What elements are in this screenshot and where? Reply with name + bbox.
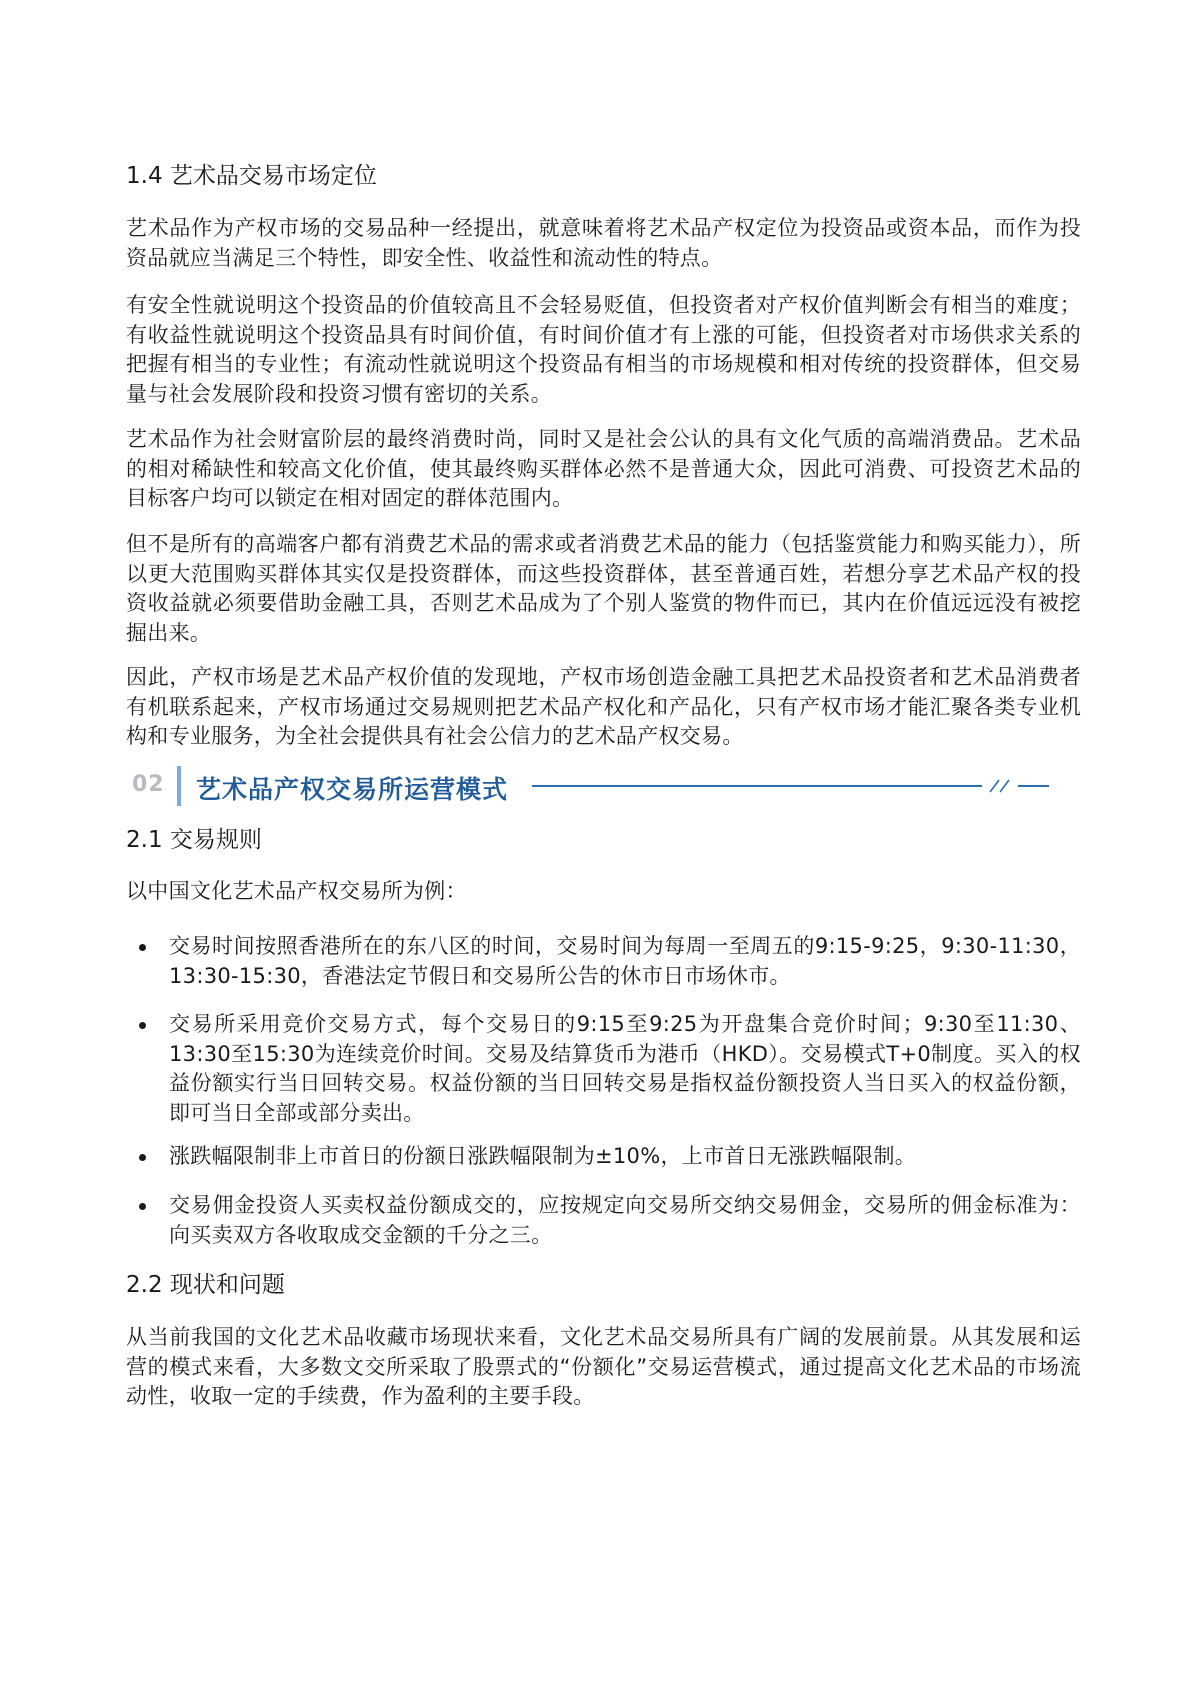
list-item-text: 涨跌幅限制非上市首日的份额日涨跌幅限制为±10%，上市首日无涨跌幅限制。 <box>169 1144 917 1168</box>
section-heading-2-2: 2.2 现状和问题 <box>126 1272 285 1298</box>
paragraph: 从当前我国的文化艺术品收藏市场现状来看，文化艺术品交易所具有广阔的发展前景。从其发展和运营的模式来看，大多数文交所采取了股票式的“份额化”交易运营模式，通过提高文化艺术品的市场流动性，收取一定的手续费，作为盈利的主要手段。 <box>126 1325 1081 1408</box>
section-banner <box>126 766 1081 806</box>
paragraph: 艺术品作为社会财富阶层的最终消费时尚，同时又是社会公认的具有文化气质的高端消费品。艺术品的相对稀缺性和较高文化价值，使其最终购买群体必然不是普通大众，因此可消费、可投资艺术品的目标客户均可以锁定在相对固定的群体范围内。 <box>126 427 1081 510</box>
paragraph: 有安全性就说明这个投资品的价值较高且不会轻易贬值，但投资者对产权价值判断会有相当的难度；有收益性就说明这个投资品具有时间价值，有时间价值才有上涨的可能，但投资者对市场供求关系的把握有相当的专业性；有流动性就说明这个投资品有相当的市场规模和相对传统的投资群体，但交易量与社会发展阶段和投资习惯有密切的关系。 <box>126 293 1081 406</box>
bullet-icon <box>139 1203 146 1210</box>
section-divider-line <box>532 785 982 787</box>
intro-text: 以中国文化艺术品产权交易所为例： <box>126 879 467 903</box>
section-title: 艺术品产权交易所运营模式 <box>196 775 509 804</box>
section-number: 02 <box>132 772 165 797</box>
section-heading-1-4: 1.4 艺术品交易市场定位 <box>126 163 377 189</box>
double-slash-icon <box>986 774 1016 798</box>
list-item-text: 交易时间按照香港所在的东八区的时间，交易时间为每周一至周五的9:15-9:25，9:30-11:30，13:30-15:30，香港法定节假日和交易所公告的休市日市场休市。 <box>169 934 1081 988</box>
paragraph: 艺术品作为产权市场的交易品种一经提出，就意味着将艺术品产权定位为投资品或资本品，而作为投资品就应当满足三个特性，即安全性、收益性和流动性的特点。 <box>126 216 1081 270</box>
paragraph: 因此，产权市场是艺术品产权价值的发现地，产权市场创造金融工具把艺术品投资者和艺术品消费者有机联系起来，产权市场通过交易规则把艺术品产权化和产品化，只有产权市场才能汇聚各类专业机构和专业服务，为全社会提供具有社会公信力的艺术品产权交易。 <box>126 665 1081 748</box>
bullet-icon <box>139 1154 146 1161</box>
section-divider-line-end <box>1018 785 1049 787</box>
section-accent-bar <box>177 766 181 806</box>
bullet-icon <box>139 944 146 951</box>
list-item-text: 交易佣金投资人买卖权益份额成交的，应按规定向交易所交纳交易佣金，交易所的佣金标准为：向买卖双方各收取成交金额的千分之三。 <box>169 1193 1081 1247</box>
section-heading-2-1: 2.1 交易规则 <box>126 827 262 853</box>
list-item-text: 交易所采用竞价交易方式，每个交易日的9:15至9:25为开盘集合竞价时间；9:30至11:30、13:30至15:30为连续竞价时间。交易及结算货币为港币（HKD）。交易模式T+0制度。买入的权益份额实行当日回转交易。权益份额的当日回转交易是指权益份额投资人当日买入的权益份额，即可当日全部或部分卖出。 <box>169 1012 1081 1125</box>
paragraph: 但不是所有的高端客户都有消费艺术品的需求或者消费艺术品的能力（包括鉴赏能力和购买能力），所以更大范围购买群体其实仅是投资群体，而这些投资群体，甚至普通百姓，若想分享艺术品产权的投资收益就必须要借助金融工具，否则艺术品成为了个别人鉴赏的物件而已，其内在价值远远没有被挖掘出来。 <box>126 532 1081 645</box>
bullet-icon <box>139 1022 146 1029</box>
